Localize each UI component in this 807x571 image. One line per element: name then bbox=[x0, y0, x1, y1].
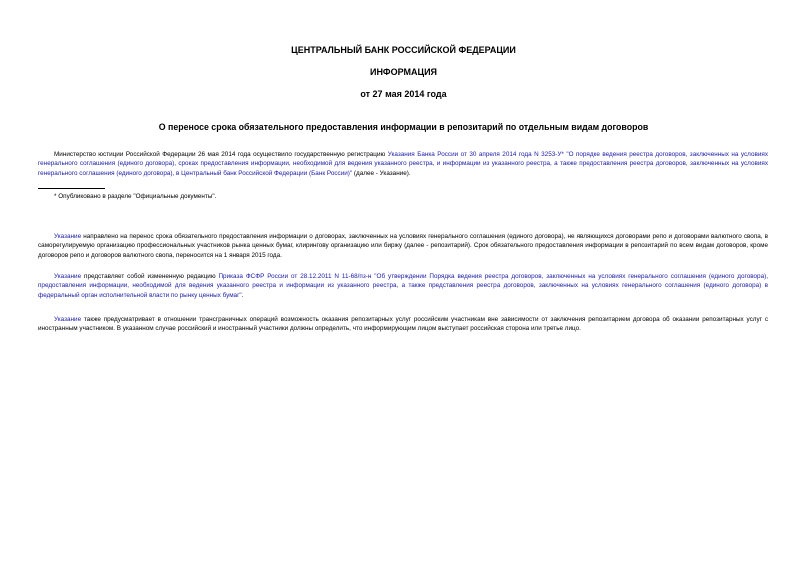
link-ukazanie[interactable]: Указание bbox=[54, 233, 82, 240]
paragraph-text: представляет собой измененную редакцию bbox=[81, 273, 219, 280]
paragraph-text: . bbox=[241, 291, 244, 299]
paragraph-text: также предусматривает в отношении трансграничных операций возможность оказания репозитарных услуг российским участникам вне зависимости от заключения репозитарием договора об оказании репозитарных услуг с иностранным участником. В указанном случае российский и иностранный участники должны определить, что информирующим лицом выступает российская сторона или третье лицо. bbox=[38, 316, 768, 333]
paragraph-registration bbox=[38, 150, 768, 178]
footnote: * Опубликовано в разделе "Официальные документы". bbox=[54, 193, 217, 200]
link-ukazanie[interactable]: Указание bbox=[54, 273, 82, 280]
link-ukazanie-3253-u[interactable]: Указания Банка России от 30 апреля 2014 года N 3253-У* "О порядке ведения реестра договоров, заключенных на условиях генерального соглашения (единого договора), сроках предоставления информации, необходимой для ведения указанного реестра, и информации из указанного реестра, а также предоставления реестра договоров, заключенных на условиях генерального соглашения (единого договора), в Центральный банк Российской Федерации (Банк России)" bbox=[38, 151, 768, 177]
paragraph-revision bbox=[38, 272, 768, 300]
paragraph-purpose bbox=[38, 232, 768, 260]
paragraph-crossborder bbox=[38, 315, 768, 334]
footnote-divider bbox=[38, 188, 105, 189]
paragraph-text: (далее - Указание). bbox=[352, 169, 411, 177]
date-heading: от 27 мая 2014 года bbox=[360, 89, 447, 99]
paragraph-text: Министерство юстиции Российской Федерации 26 мая 2014 года осуществило государственную регистрацию bbox=[54, 151, 388, 158]
paragraph-text: направлено на перенос срока обязательного предоставления информации о договорах, заключенных на условиях генерального соглашения (единого договора), не являющихся договорами репо и договорами валютного свопа, в саморегулируемую организацию профессиональных участников рынка ценных бумаг, клирингову организацию или биржу (далее - репозитарий). Срок обязательного предоставления информации в репозитарий по всем видам договоров, кроме договоров репо и договоров валютного свопа, переносится на 1 января 2015 года. bbox=[38, 233, 768, 259]
doc-type-heading: ИНФОРМАЦИЯ bbox=[369, 67, 438, 77]
link-prikaz-fsfr[interactable]: Приказа ФСФР России от 28.12.2011 N 11-68/пз-н "Об утверждении Порядка ведения реестра договоров, заключенных на условиях генерального соглашения (единого договора), предоставления информации, необходимой для ведения указанного реестра и информации из указанного реестра, а также представления реестра договоров, заключенных на условиях генерального соглашения (единого договора) в федеральный орган исполнительной власти по рынку ценных бумаг" bbox=[38, 273, 768, 299]
link-ukazanie[interactable]: Указание bbox=[54, 316, 82, 323]
page-title: О переносе срока обязательного предоставления информации в репозитарий по отдельным видам договоров bbox=[158, 122, 649, 132]
org-heading: ЦЕНТРАЛЬНЫЙ БАНК РОССИЙСКОЙ ФЕДЕРАЦИИ bbox=[291, 45, 516, 55]
